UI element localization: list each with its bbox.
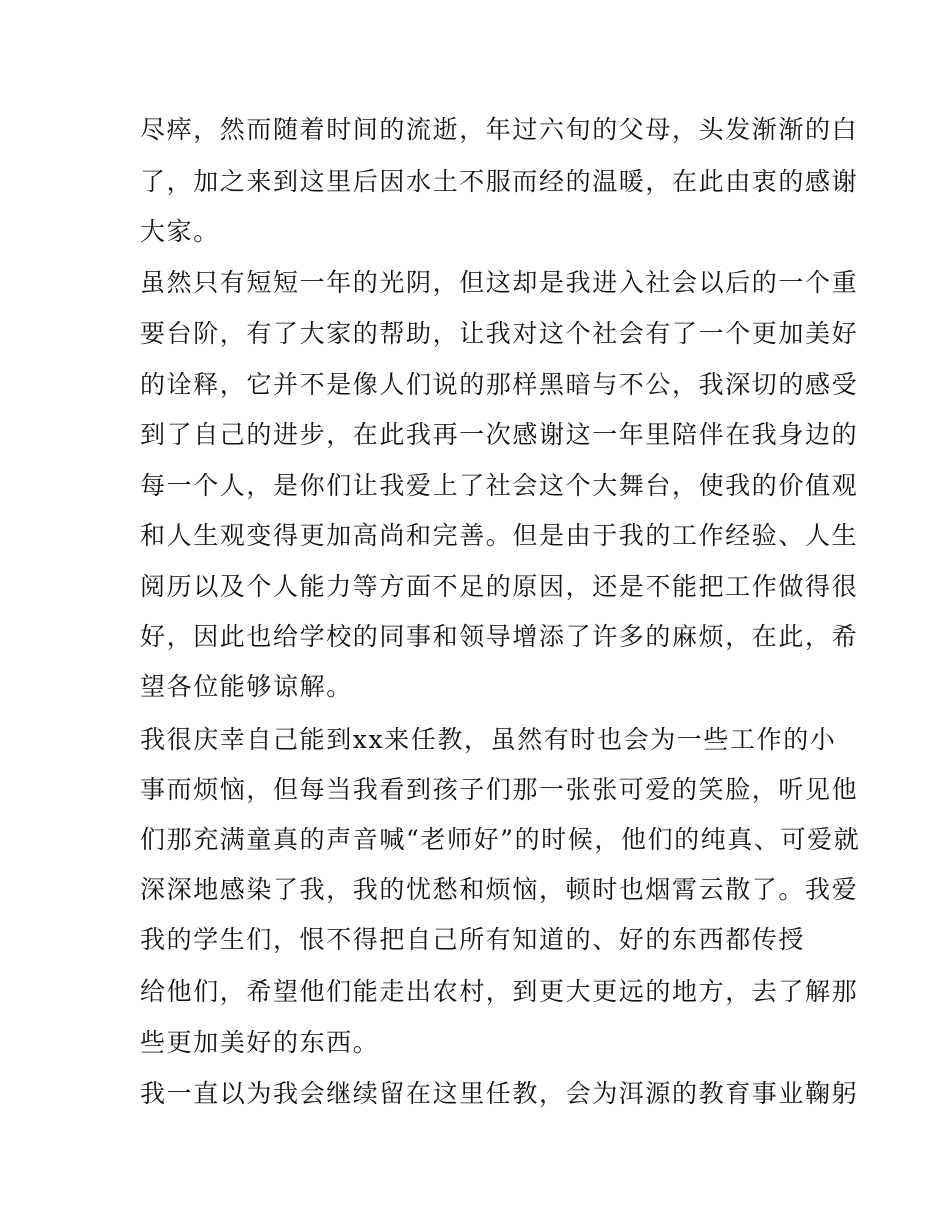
text-line: 们那充满童真的声音喊“老师好”的时候，他们的纯真、可爱就 [140,825,861,854]
text-line: 虽然只有短短一年的光阴，但这却是我进入社会以后的一个重 [140,268,859,297]
text-line: 我很庆幸自己能到xx来任教，虽然有时也会为一些工作的小 [140,725,837,754]
text-line: 阅历以及个人能力等方面不足的原因，还是不能把工作做得很 [140,572,859,601]
text-line: 给他们，希望他们能走出农村，到更大更远的地方，去了解那 [140,977,859,1006]
text-line: 大家。 [140,217,220,246]
text-line: 到了自己的进步，在此我再一次感谢这一年里陪伴在我身边的 [140,420,859,449]
text-line: 我的学生们，恨不得把自己所有知道的、好的东西都传授 [140,925,806,954]
text-line: 了，加之来到这里后因水土不服而经的温暖，在此由衷的感谢 [140,167,859,196]
text-line: 望各位能够谅解。 [140,672,353,701]
text-line: 事而烦恼，但每当我看到孩子们那一张张可爱的笑脸，听见他 [140,775,859,804]
text-line: 要台阶，有了大家的帮助，让我对这个社会有了一个更加美好 [140,319,859,348]
text-line: 每一个人，是你们让我爱上了社会这个大舞台，使我的价值观 [140,471,859,500]
text-line: 我一直以为我会继续留在这里任教，会为洱源的教育事业鞠躬 [140,1079,859,1108]
text-line: 深深地感染了我，我的忧愁和烦恼，顿时也烟霄云散了。我爱 [140,875,859,904]
text-line: 和人生观变得更加高尚和完善。但是由于我的工作经验、人生 [140,521,859,550]
text-line: 的诠释，它并不是像人们说的那样黑暗与不公，我深切的感受 [140,370,859,399]
text-line: 好，因此也给学校的同事和领导增添了许多的麻烦，在此，希 [140,622,859,651]
text-line: 些更加美好的东西。 [140,1028,380,1057]
text-line: 尽瘁，然而随着时间的流逝，年过六旬的父母，头发渐渐的白 [140,115,859,144]
